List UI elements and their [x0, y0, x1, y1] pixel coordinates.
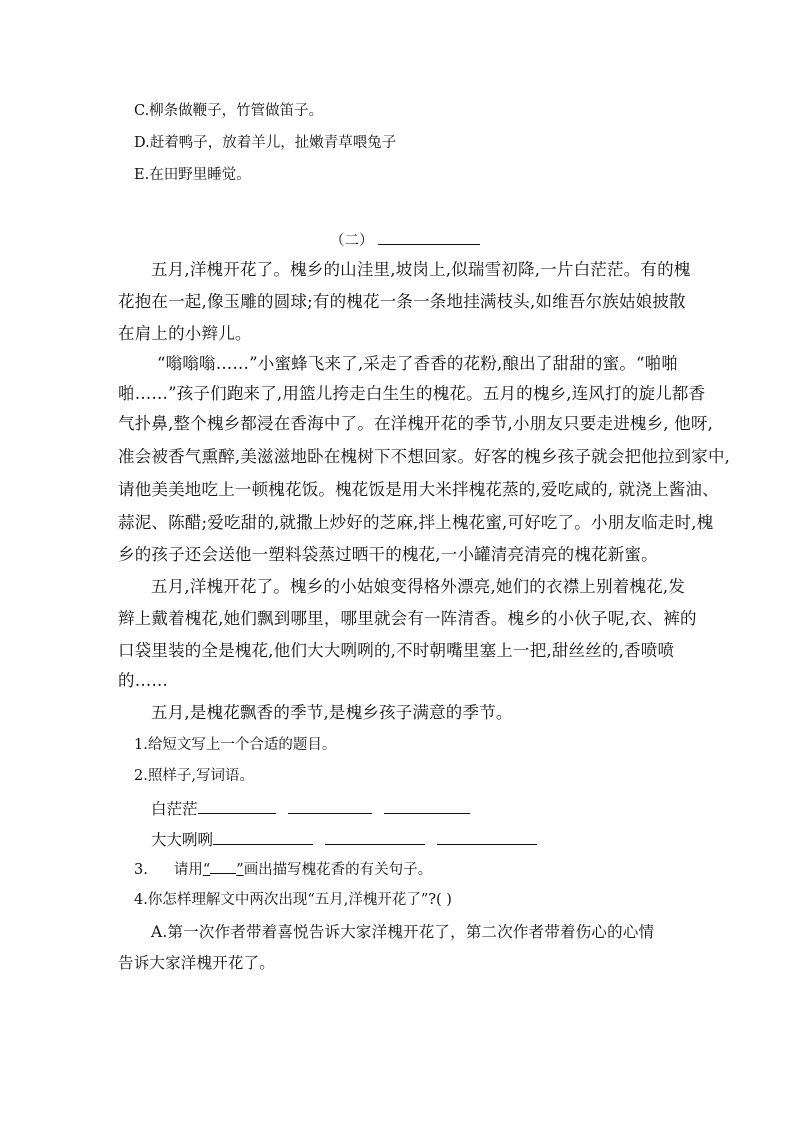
- option-c: C.柳条做鞭子，竹管做笛子。: [134, 103, 324, 119]
- question-4-option-a-line1: A.第一次作者带着喜悦告诉大家洋槐开花了，第二次作者带着伤心的心情: [151, 923, 655, 941]
- underline-sample: “ ”: [202, 862, 244, 878]
- question-3-text-b: 画出描写槐花香的有关句子。: [243, 862, 433, 878]
- example-word-1: 白茫茫: [151, 800, 198, 818]
- passage-p1-line3: 在肩上的小辫儿。: [118, 324, 252, 343]
- passage-p2-line5: 请他美美地吃上一顿槐花饭。槐花饭是用大米拌槐花蒸的,爱吃咸的, 就浇上酱油、: [118, 480, 719, 499]
- section-number: （二）: [330, 233, 374, 249]
- question-4: 4.你怎样理解文中两次出现“五月,洋槐开花了”?( ): [134, 892, 452, 908]
- answer-blank[interactable]: [198, 798, 276, 814]
- question-1: 1.给短文写上一个合适的题目。: [134, 737, 337, 753]
- example-word-2: 大大咧咧: [151, 831, 214, 849]
- question-3: [134, 860, 432, 880]
- answer-blank[interactable]: [288, 798, 372, 814]
- passage-p2-line4: 准会被香气熏醉,美滋滋地卧在槐树下不想回家。好客的槐乡孩子就会把他拉到家中,: [118, 447, 731, 466]
- passage-p2-line6: 蒜泥、陈醋;爱吃甜的,就撒上炒好的芝麻,拌上槐花蜜,可好吃了。小朋友临走时,槐: [118, 513, 714, 532]
- question-2-row2: [151, 829, 537, 850]
- passage-p2-line3: 气扑鼻,整个槐乡都浸在香海中了。在洋槐开花的季节,小朋友只要走进槐乡, 他呀,: [118, 414, 714, 433]
- question-3-number: 3.: [134, 862, 148, 878]
- passage-p3-line3: 口袋里装的全是槐花,他们大大咧咧的,不时朝嘴里塞上一把,甜丝丝的,香喷喷: [118, 641, 675, 660]
- answer-blank[interactable]: [213, 829, 313, 845]
- question-4-option-a-line2: 告诉大家洋槐开花了。: [118, 954, 276, 972]
- passage-p2-line7: 乡的孩子还会送他一塑料袋蒸过晒干的槐花,一小罐清亮清亮的槐花新蜜。: [118, 545, 658, 564]
- question-2-row1: [151, 798, 470, 819]
- question-2: 2.照样子,写词语。: [134, 768, 254, 784]
- title-answer-blank[interactable]: [378, 228, 480, 245]
- question-3-text-a: 请用: [173, 862, 203, 878]
- option-d: D.赶着鸭子，放着羊儿，扯嫩青草喂兔子: [134, 135, 397, 151]
- answer-blank[interactable]: [384, 798, 470, 814]
- passage-p4: 五月,是槐花飘香的季节,是槐乡孩子满意的季节。: [151, 703, 513, 722]
- passage-p1-line1: 五月,洋槐开花了。槐乡的山洼里,坡岗上,似瑞雪初降,一片白茫茫。有的槐: [151, 260, 691, 279]
- passage-p3-line4: 的……: [118, 671, 169, 690]
- answer-blank[interactable]: [325, 829, 425, 845]
- section-title: [330, 228, 480, 251]
- option-e: E.在田野里睡觉。: [134, 167, 251, 183]
- passage-p3-line1: 五月,洋槐开花了。槐乡的小姑娘变得格外漂亮,她们的衣襟上别着槐花,发: [151, 577, 686, 596]
- passage-p2-line1: “嗡嗡嗡……”小蜜蜂飞来了,采走了香香的花粉,酿出了甜甜的蜜。“啪啪: [157, 354, 679, 373]
- passage-p1-line2: 花抱在一起,像玉雕的圆球;有的槐花一条一条地挂满枝头,如维吾尔族姑娘披散: [118, 292, 686, 311]
- passage-p3-line2: 辫上戴着槐花,她们飘到哪里，哪里就会有一阵清香。槐乡的小伙子呢,衣、裤的: [118, 609, 697, 628]
- answer-blank[interactable]: [437, 829, 537, 845]
- passage-p2-line2: 啪……”孩子们跑来了,用篮儿挎走白生生的槐花。五月的槐乡,连风打的旋儿都香: [118, 384, 706, 403]
